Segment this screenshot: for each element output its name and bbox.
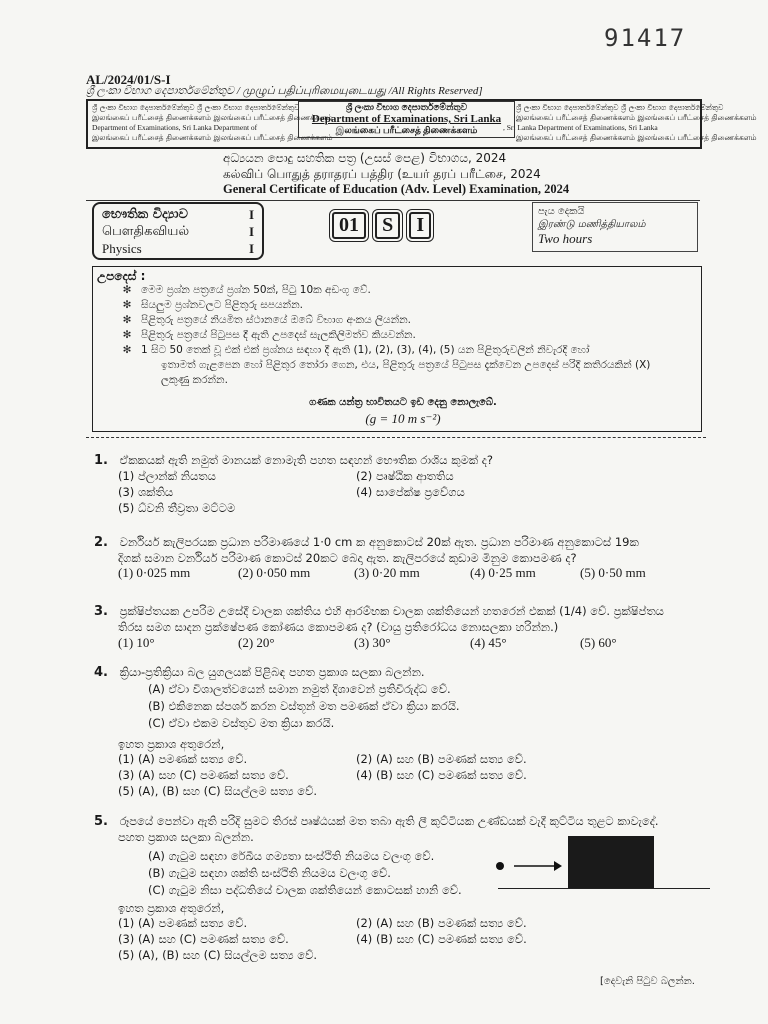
duration-si: පැය දෙකයි xyxy=(538,206,585,217)
exam-title-ta: கல்விப் பொதுத் தராதரப் பத்திர (உயர் தரப் பரீட்சை, 2024 xyxy=(223,167,541,181)
q2-option-5: (5) 0·50 mm xyxy=(580,565,646,580)
duration-en: Two hours xyxy=(538,231,593,246)
q4-option-2: (2) (A) සහ (B) පමණක් සත්‍ය වේ. xyxy=(356,752,527,766)
q3-option-3: (3) 30° xyxy=(354,635,391,650)
q4-statement-c: (C) ඒවා එකම වස්තුව මත ක්‍රියා කරයි. xyxy=(148,716,335,730)
question-5 xyxy=(94,813,714,830)
exam-title-en: General Certificate of Education (Adv. Level) Examination, 2024 xyxy=(223,182,570,196)
q3-option-5: (5) 60° xyxy=(580,635,617,650)
question-number: 2. xyxy=(94,535,108,550)
q3-option-2: (2) 20° xyxy=(238,635,275,650)
rights-notice: ශ්‍රී ලංකා විභාග දෙපාර්තමේන්තුව / முழுப் பதிப்புரிமையுடையது /All Rights Reserved] xyxy=(86,85,483,97)
q5-lead: ඉහත ප්‍රකාශ අතුරෙන්, xyxy=(118,901,225,915)
horizontal-surface xyxy=(498,888,710,889)
question-3 xyxy=(94,603,714,620)
paper-box-01: 01 xyxy=(332,212,366,239)
subject-box xyxy=(92,202,264,260)
dept-row-ta-left-2: இலங்கைப் பரீட்சைத் திணைக்களம் இலங்கைப் பரீட்சைத் திணைக்களம் xyxy=(92,133,333,142)
question-text: ප්‍රක්ෂිප්තයක උපරිම උසේදී චාලක ශක්තිය එහි ආරම්භක චාලක ශක්තියෙන් හතරෙන් එකක් (1/4) වේ. ප්‍රක්ෂිප්තය xyxy=(119,604,664,618)
question-number: 3. xyxy=(94,604,108,619)
dept-row-ta-left: இலங்கைப் பரீட்சைத் திணைக்களம் இலங்கைப் பரீட்சைத் திணைக்களம் xyxy=(92,113,333,122)
q3-option-4: (4) 45° xyxy=(470,635,507,650)
q2-option-3: (3) 0·20 mm xyxy=(354,565,420,580)
q5-option-4: (4) (B) සහ (C) පමණක් සත්‍ය වේ. xyxy=(356,932,527,946)
paper-box-i: I xyxy=(409,212,431,239)
exam-title-si: අධ්‍යයන පොදු සහතික පත්‍ර (උසස් පෙළ) විභාගය, 2024 xyxy=(223,151,507,165)
question-number: 4. xyxy=(94,665,108,680)
q1-option-2: (2) පෘෂ්ඨික ආතතිය xyxy=(356,469,454,483)
subject-line-en: Physics I xyxy=(102,241,254,256)
instruction-item: ✻ පිළිතුරු පත්‍රයේ නියමිත ස්ථානයේ ඔබේ විභාග අංකය ලියන්න. xyxy=(113,313,693,328)
q5-option-2: (2) (A) සහ (B) පමණක් සත්‍ය වේ. xyxy=(356,916,527,930)
instruction-item: ✻ මෙම ප්‍රශ්න පත්‍රයේ ප්‍රශ්න 50ක්, පිටු 10ක අඩංගු වේ. xyxy=(113,283,693,298)
q2-option-2: (2) 0·050 mm xyxy=(238,565,311,580)
dept-row-en-left: Department of Examinations, Sri Lanka Department of xyxy=(92,123,258,132)
q4-option-5: (5) (A), (B) සහ (C) සියල්ලම සත්‍ය වේ. xyxy=(118,784,317,798)
q5-statement-a: (A) ගැටුම සඳහා රේඛීය ගම්‍යතා සංස්ථිති නියමය වලංගු වේ. xyxy=(148,849,435,863)
duration-ta: இரண்டு மணித்தியாலம் xyxy=(538,219,646,230)
q1-option-1: (1) ප්ලාන්ක් නියතය xyxy=(118,469,216,483)
dept-row-si-left: ශ්‍රී ලංකා විභාග දෙපාර්තමේන්තුව ශ්‍රී ලංකා විභාග දෙපාර්තමේන්තුව xyxy=(92,103,300,112)
q4-option-1: (1) (A) පමණක් සත්‍ය වේ. xyxy=(118,752,248,766)
instructions-list xyxy=(113,283,693,388)
bullet-dot-icon xyxy=(496,862,504,870)
q4-option-3: (3) (A) සහ (C) පමණක් සත්‍ය වේ. xyxy=(118,768,289,782)
star-bullet-icon: ✻ xyxy=(122,299,132,311)
wooden-block xyxy=(568,836,654,888)
question-text: ක්‍රියා-ප්‍රතික්‍රියා බල යුගලයක් පිළිබඳ පහත ප්‍රකාශ සලකා බලන්න. xyxy=(119,665,425,679)
q3-line-2: තිරස සමග සාදන ප්‍රක්ෂේපණ කෝණය කොපමණ ද? (වායු ප්‍රතිරෝධය නොසලකා හරින්න.) xyxy=(118,620,559,634)
paper-code: AL/2024/01/S-I xyxy=(86,72,171,87)
instruction-cont: ලකුණු කරන්න. xyxy=(161,374,228,386)
calculator-note: ගණක යන්ත්‍ර භාවිතයට ඉඩ දෙනු නොලැබේ. xyxy=(309,397,497,408)
q4-lead: ඉහත ප්‍රකාශ අතුරෙන්, xyxy=(118,737,225,751)
dept-mid-en: Department of Examinations, Sri Lanka xyxy=(311,113,502,125)
question-4 xyxy=(94,664,425,681)
question-2 xyxy=(94,534,714,551)
q1-option-4: (4) සාපේක්ෂ ප්‍රවේගය xyxy=(356,485,465,499)
dept-mid-si: ශ්‍රී ලංකා විභාග දෙපාර්තමේන්තුව xyxy=(345,102,468,112)
question-text: ඒකකයක් ඇති නමුත් මානයක් නොමැති පහත සඳහන් භෞතික රාශිය කුමක් ද? xyxy=(119,453,494,467)
star-bullet-icon: ✻ xyxy=(122,314,132,326)
instructions-box xyxy=(92,266,702,432)
department-banner xyxy=(86,99,757,149)
q1-option-5: (5) ධ්වනි තීව්‍රතා මට්ටම xyxy=(118,501,236,515)
instruction-item: ✻ 1 සිට 50 තෙක් වූ එක් එක් ප්‍රශ්නය සඳහා දී ඇති (1), (2), (3), (4), (5) යන පිළිතුරුවලින් නිවැරදි හෝ xyxy=(113,343,693,358)
q2-option-1: (1) 0·025 mm xyxy=(118,565,191,580)
q4-statement-b: (B) එකිනෙක ස්පර්ශ කරන වස්තූන් මත පමණක් ඒවා ක්‍රියා කරයි. xyxy=(148,699,460,713)
q3-option-1: (1) 10° xyxy=(118,635,155,650)
q4-statement-a: (A) ඒවා විශාලත්වයෙන් සමාන නමුත් දිශාවෙන් ප්‍රතිවිරුද්ධ වේ. xyxy=(148,682,451,696)
star-bullet-icon: ✻ xyxy=(122,284,132,296)
dept-center-stamp xyxy=(298,101,515,138)
subject-line-si: භෞතික විද්‍යාව I xyxy=(102,207,254,222)
instruction-item: ✻ පිළිතුරු පත්‍රයේ පිටුපස දී ඇති උපදෙස් සැලකිලිමත්ව කියවන්න. xyxy=(113,328,693,343)
question-number: 5. xyxy=(94,814,108,829)
section-divider xyxy=(86,437,706,438)
duration-box xyxy=(532,202,698,252)
instruction-cont: ඉතාමත් ගැළපෙන හෝ පිළිතුර තෝරා ගෙන, එය, පිළිතුරු පත්‍රයේ පිටුපස දැක්වෙන උපදෙස් පරිදි කතිරයකින් (X) xyxy=(161,359,651,371)
instruction-item: ✻ සියලුම ප්‍රශ්නවලට පිළිතුරු සපයන්න. xyxy=(113,298,693,313)
paper-number-boxes xyxy=(330,212,433,239)
dept-row-ta-right: இலங்கைப் பரீட்சைத் திணைக்களம் இலங்கைப் பரீட்சைத் திணைக்களம் xyxy=(516,113,757,122)
header-divider xyxy=(86,200,700,201)
instructions-title: උපදෙස් : xyxy=(97,269,146,283)
dept-row-en-right: , Sri Lanka Department of Examinations, Sri Lanka xyxy=(503,123,658,132)
dept-row-si-right: ශ්‍රී ලංකා විභාග දෙපාර්තමේන්තුව ශ්‍රී ලංකා විභාග දෙපාර්තමේන්තුව xyxy=(516,103,724,112)
question-text: වර්නියර් කැලිපරයක ප්‍රධාන පරිමාණයේ 1·0 cm ක අනුකොටස් 20ක් ඇත. ප්‍රධාන පරිමාණ අනුකොටස් 19ක xyxy=(119,535,639,549)
arrow-right-icon xyxy=(512,856,562,876)
q5-option-5: (5) (A), (B) සහ (C) සියල්ලම සත්‍ය වේ. xyxy=(118,948,317,962)
star-bullet-icon: ✻ xyxy=(122,344,132,356)
question-1 xyxy=(94,452,704,469)
q4-option-4: (4) (B) සහ (C) පමණක් සත්‍ය වේ. xyxy=(356,768,527,782)
question-text: රූපයේ පෙන්වා ඇති පරිදි සුමට තිරස් පෘෂ්ඨයක් මත තබා ඇති ලී කුට්ටියක උණ්ඩයක් වැදී කුට්ටිය තුළට කාවැදේ. xyxy=(119,814,659,828)
q2-line-2: දිගක් සමාන වර්නියර් පරිමාණ කොටස් 20කට බෙදා ඇත. කැලිපරයේ කුඩාම මිනුම කොපමණ ද? xyxy=(118,551,577,565)
q5-statement-b: (B) ගැටුම සඳහා ශක්ති සංස්ථිති නියමය වලංගු වේ. xyxy=(148,866,391,880)
turn-over-note: [දෙවැනි පිටුව බලන්න. xyxy=(600,976,695,987)
subject-line-ta: பௌதிகவியல் I xyxy=(102,224,254,239)
dept-row-ta-right-2: இலங்கைப் பரீட்சைத் திணைக்களம் இலங்கைப் பரீட்சைத் திணைக்களம் xyxy=(516,133,757,142)
q5-line-2: පහත ප්‍රකාශ සලකා බලන්න. xyxy=(118,830,254,844)
star-bullet-icon: ✻ xyxy=(122,329,132,341)
paper-box-s: S xyxy=(375,212,400,239)
question-number: 1. xyxy=(94,453,108,468)
serial-number: 91417 xyxy=(604,24,687,52)
dept-mid-ta: இலங்கைப் பரீட்சைத் திணைக்களம் xyxy=(335,125,478,135)
q5-statement-c: (C) ගැටුම නිසා පද්ධතියේ චාලක ශක්තියෙන් කොටසක් හානි වේ. xyxy=(148,883,462,897)
q1-option-3: (3) ශක්තිය xyxy=(118,485,174,499)
q2-option-4: (4) 0·25 mm xyxy=(470,565,536,580)
gravity-note: (g = 10 m s⁻²) xyxy=(365,411,441,426)
q5-option-3: (3) (A) සහ (C) පමණක් සත්‍ය වේ. xyxy=(118,932,289,946)
q5-option-1: (1) (A) පමණක් සත්‍ය වේ. xyxy=(118,916,248,930)
